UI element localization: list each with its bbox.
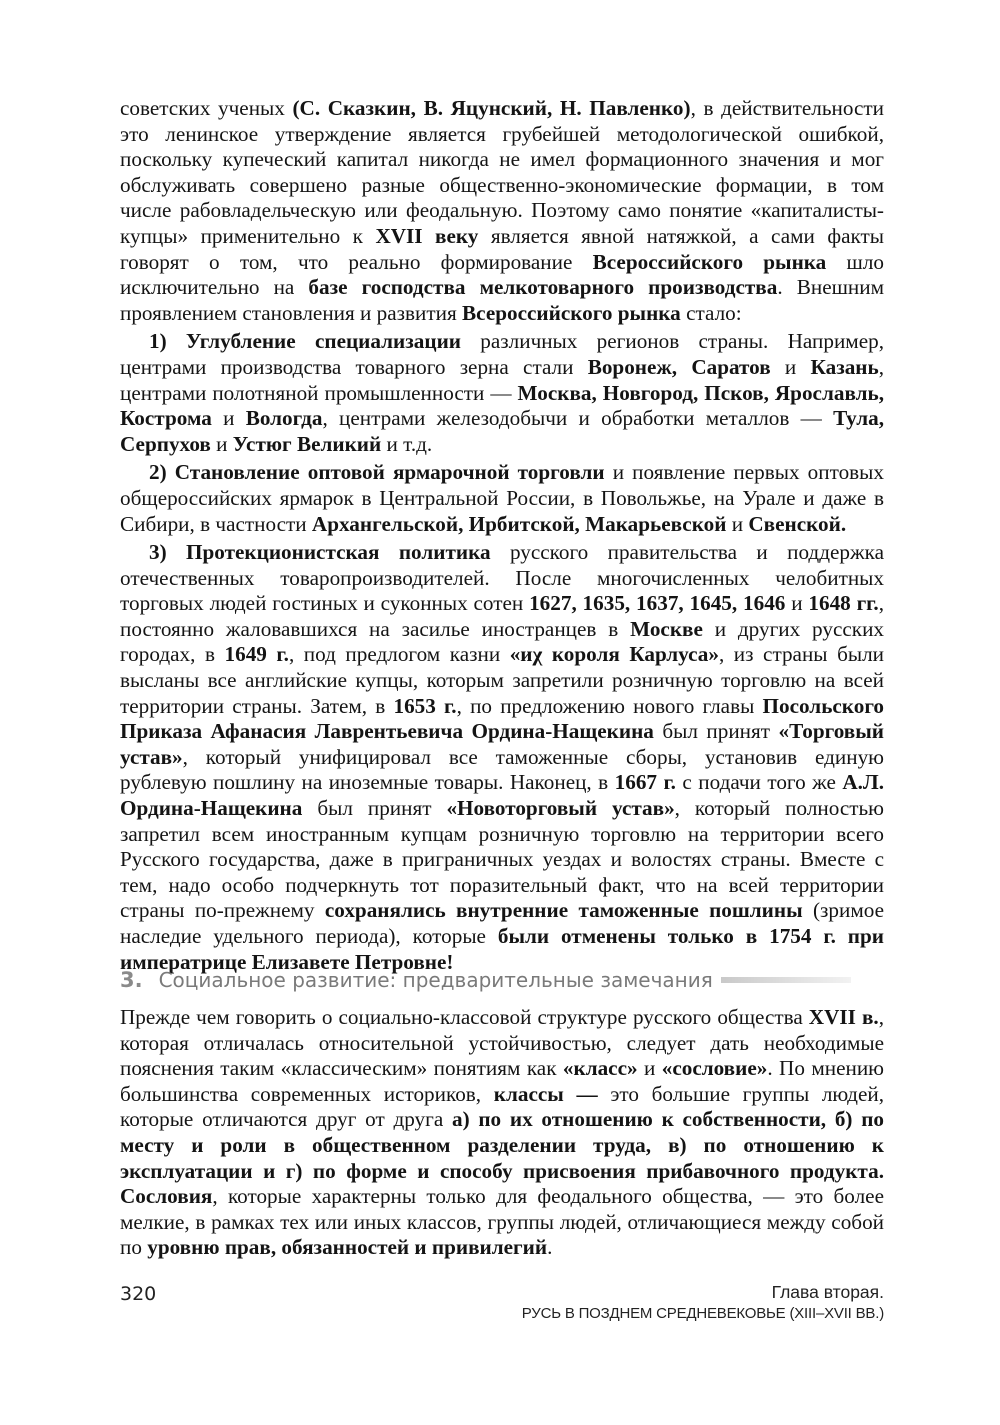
bold-text-run: Казань bbox=[810, 354, 879, 379]
bold-text-run: Посольского Приказа Афанасия Лаврентьевича Ордина-Нащекина bbox=[120, 693, 885, 744]
text-run: и других русских городах, в bbox=[120, 616, 884, 667]
bold-text-run: Тула, Серпухов bbox=[120, 406, 884, 456]
text-run: и bbox=[785, 591, 809, 616]
bold-text-run: 1627, 1635, 1637, 1645, 1646 bbox=[529, 591, 786, 616]
bold-text-run: классы — bbox=[493, 1081, 598, 1106]
text-run: . По мнению большинства современных историков, bbox=[120, 1056, 884, 1106]
bold-text-run: 1) Углубление специализации bbox=[149, 329, 461, 354]
bold-text-run: Архангельской, Ирбитской, Макарьевской bbox=[311, 511, 727, 536]
bold-text-run: XVII веку bbox=[375, 223, 479, 248]
text-run: , которые характерны только для феодального общества, — это более мелкие, в рамках тех или иных классов, группы людей, отличающиеся между собой по bbox=[120, 1184, 884, 1260]
bold-text-run: 1648 гг. bbox=[808, 591, 879, 616]
text-run: , в действительности это ленинское утверждение является грубейшей методологической ошибкой, поскольку купеческий капитал никогда не имел формационного значения и мог обслуживать совершено разные общественно-экономические формации, в том числе рабовладельческую или феодальную. Поэтому само понятие «капиталисты-купцы» применительно к bbox=[120, 96, 884, 248]
text-run: , под предлогом казни bbox=[288, 642, 510, 667]
text-run: и bbox=[726, 511, 749, 536]
text-run: , центрами полотняной промышленности — bbox=[120, 354, 885, 405]
bold-text-run: «Торговый устав» bbox=[120, 719, 884, 769]
text-run: , которая отличалась относительной устойчивостью, следует дать необходимые пояснения таким «классическим» понятиям как bbox=[120, 1005, 884, 1081]
bold-text-run: XVII в. bbox=[808, 1005, 879, 1029]
text-run: . Внешним проявлением становления и развития bbox=[120, 275, 885, 325]
bold-text-run: Вологда bbox=[245, 406, 323, 431]
section-heading bbox=[120, 962, 884, 998]
bold-text-run: «Новоторговый устав» bbox=[446, 796, 675, 821]
paragraph-point-1 bbox=[120, 329, 884, 457]
footer-subtitle: РУСЬ В ПОЗДНЕМ СРЕДНЕВЕКОВЬЕ (XIII–XVII ВВ.) bbox=[521, 1305, 884, 1322]
bold-text-run: Всероссийского рынка bbox=[462, 300, 681, 325]
text-run: различных регионов страны. Например, центрами производства товарного зерна стали bbox=[120, 329, 884, 379]
text-run: , который полностью запретил всем иностранным купцам розничную торговлю на территории всего Русского государства, даже в приграничных уездах и волостях страны. Вместе с тем, надо особо подчеркнуть тот поразительный факт, что на всей территории страны по-прежнему bbox=[120, 796, 885, 923]
text-run: и т.д. bbox=[381, 431, 433, 456]
bold-text-run: 2) Становление оптовой ярмарочной торговли bbox=[149, 460, 605, 485]
bold-text-run: «сословие» bbox=[661, 1056, 768, 1081]
running-footer bbox=[522, 1281, 884, 1324]
text-run: был принят bbox=[302, 796, 447, 821]
text-run: и bbox=[211, 406, 246, 431]
text-run: (зримое наследие удельного периода), которые bbox=[120, 898, 884, 948]
bold-text-run: Воронеж, Саратов bbox=[587, 354, 771, 379]
text-run: и появление первых оптовых общероссийских ярмарок в Центральной России, в Повольжье, на Урале и даже в Сибири, в частности bbox=[120, 460, 884, 536]
bold-text-run: сохранялись внутренние таможенные пошлины bbox=[324, 898, 803, 923]
bold-text-run: Всероссийского рынка bbox=[592, 249, 827, 274]
bold-text-run: а) по их отношению к собственности, б) по месту и роли в общественном разделении труда, в) по отношению к эксплуатации и г) по форме и способу присвоения прибавочного продукта. Сословия bbox=[120, 1107, 884, 1209]
bold-text-run: Москва, Новгород, Псков, Ярославль, Кострома bbox=[120, 380, 884, 431]
text-run: , из страны были высланы все английские купцы, которым запретили розничную торговлю на всей территории страны. Затем, в bbox=[120, 642, 884, 718]
footer-chapter: Глава вторая. bbox=[771, 1282, 884, 1302]
bold-text-run: (С. Сказкин, В. Яцунский, Н. Павленко) bbox=[292, 96, 691, 120]
bold-text-run: Устюг Великий bbox=[232, 431, 382, 456]
bold-text-run: «класс» bbox=[562, 1056, 638, 1081]
text-run: стало: bbox=[680, 300, 742, 325]
text-run: , центрами железодобычи и обработки металлов — bbox=[322, 406, 834, 431]
bold-text-run: 1653 г. bbox=[393, 693, 457, 718]
text-run: это большие группы людей, которые отличаются друг от друга bbox=[120, 1081, 884, 1132]
bold-text-run: А.Л. Ордина-Нащекина bbox=[120, 770, 884, 821]
bold-text-run: 3) Протекционистская политика bbox=[149, 540, 491, 565]
text-run: и bbox=[210, 431, 233, 456]
bold-text-run: 1649 г. bbox=[224, 642, 289, 667]
text-run: Прежде чем говорить о социально-классовой структуре русского общества bbox=[120, 1005, 809, 1029]
text-run: и bbox=[637, 1056, 662, 1081]
bold-text-run: 1667 г. bbox=[614, 770, 676, 795]
section-paragraph bbox=[120, 1005, 884, 1261]
text-run: . bbox=[547, 1235, 553, 1260]
bold-text-run: «иχ короля Карлуса» bbox=[509, 642, 719, 667]
text-run: является явной натяжкой, а сами факты говорят о том, что реально формирование bbox=[120, 223, 884, 274]
text-run: , постоянно жаловавшихся на засилье иностранцев в bbox=[120, 591, 885, 641]
paragraph-point-2 bbox=[120, 460, 884, 537]
bold-text-run: базе господства мелкотоварного производства bbox=[308, 275, 778, 300]
text-run: был принят bbox=[653, 719, 779, 744]
text-run: , по предложению нового главы bbox=[456, 693, 763, 718]
text-run: советских ученых bbox=[120, 96, 293, 120]
bold-text-run: Москве bbox=[630, 616, 703, 641]
text-run: , который унифицировал все таможенные сборы, установив единую рублевую пошлину на иноземные товары. Наконец, в bbox=[120, 744, 884, 795]
heading-decor-bar bbox=[721, 977, 851, 983]
text-run: русского правительства и поддержка отечественных товаропроизводителей. После многочисленных челобитных торговых людей гостиных и суконных сотен bbox=[120, 540, 884, 616]
bold-text-run: были отменены только в 1754 г. при императрице Елизавете Петровне! bbox=[120, 924, 884, 974]
page-body bbox=[120, 96, 884, 975]
bold-text-run: Свенской. bbox=[748, 511, 847, 536]
section-title: Социальное развитие: предварительные замечания bbox=[158, 968, 713, 992]
paragraph-point-3 bbox=[120, 540, 884, 975]
text-run: шло исключительно на bbox=[120, 249, 884, 300]
section-number: 3. bbox=[120, 968, 143, 992]
page-number: 320 bbox=[120, 1283, 157, 1305]
paragraph-intro bbox=[120, 96, 884, 326]
text-run: и bbox=[770, 354, 811, 379]
text-run: с подачи того же bbox=[675, 770, 843, 795]
bold-text-run: уровню прав, обязанностей и привилегий bbox=[147, 1235, 548, 1260]
